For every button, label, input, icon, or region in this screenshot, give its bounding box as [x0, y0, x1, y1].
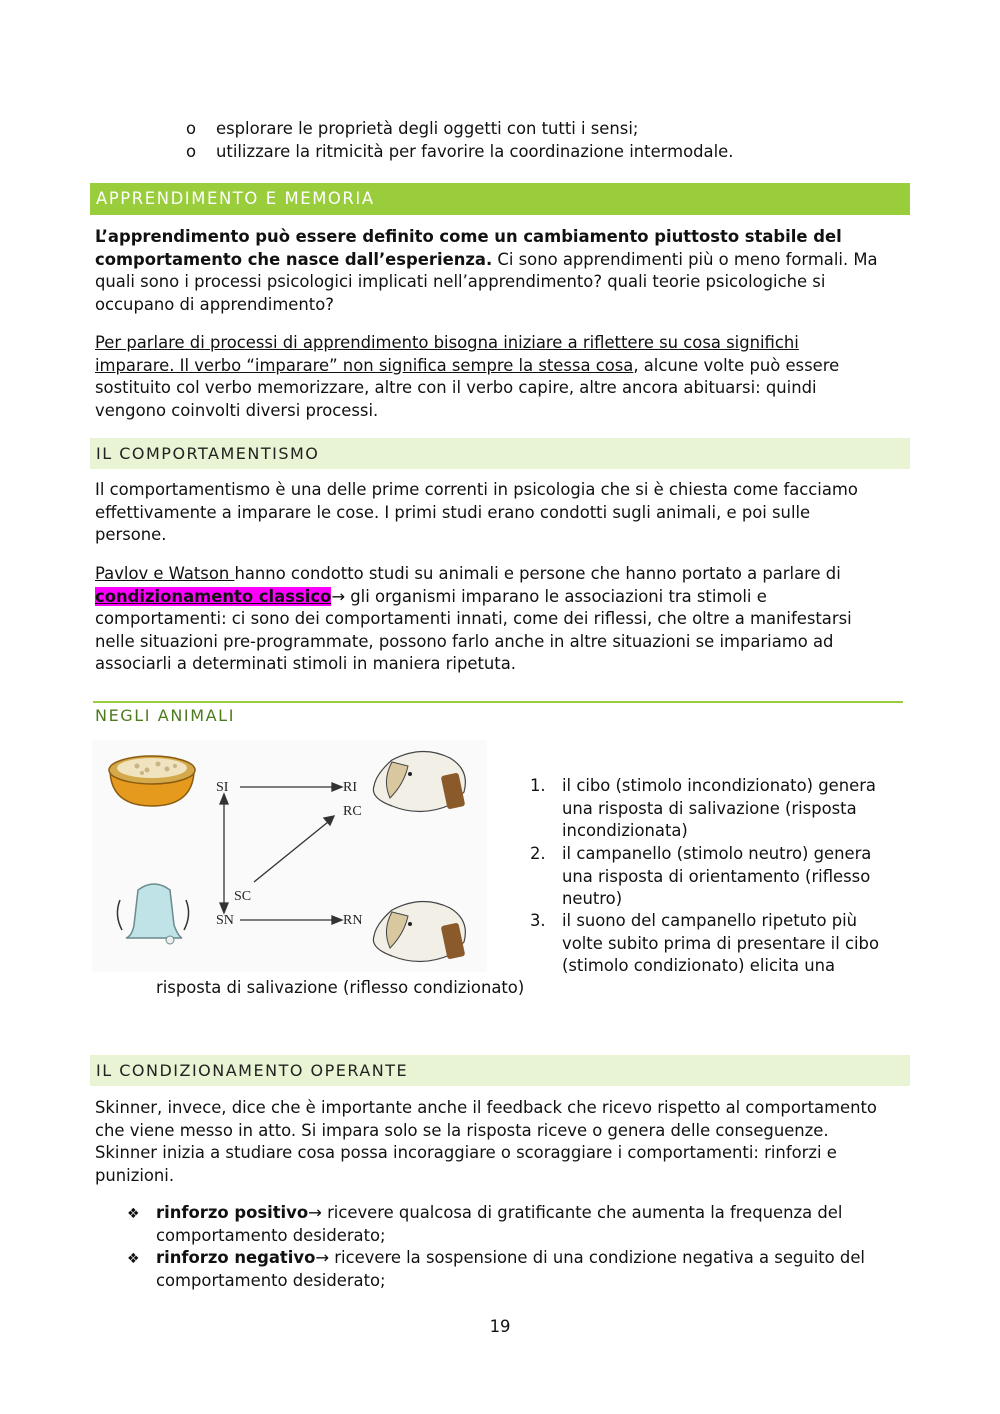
- label-rn: RN: [343, 913, 363, 928]
- paragraph-comportamentismo: [95, 479, 907, 547]
- label-ri: RI: [343, 780, 357, 795]
- bullet-item: utilizzare la ritmicità per favorire la coordinazione intermodale.: [216, 142, 734, 161]
- bold-text: L’apprendimento può essere definito come un cambiamento piuttosto stabile del: [95, 227, 842, 246]
- list-number: 1.: [530, 776, 546, 795]
- text-line: una risposta di salivazione (risposta: [562, 798, 857, 818]
- diamond-bullet-icon: ❖: [127, 1251, 140, 1267]
- text-line: il campanello (stimolo neutro) genera: [562, 844, 872, 863]
- text: Ci sono apprendimenti più o meno formali. Ma: [492, 249, 878, 269]
- text-line: comportamento desiderato;: [156, 1270, 386, 1290]
- label-si: SI: [216, 780, 229, 795]
- text-line: effettivamente a imparare le cose. I primi studi erano condotti sugli animali, e poi sulle: [95, 502, 811, 522]
- text-line: che viene messo in atto. Si impara solo se la risposta riceve o genera delle conseguenze.: [95, 1120, 829, 1140]
- text: → ricevere qualcosa di gratificante che aumenta la frequenza del: [308, 1203, 843, 1222]
- section-heading-comportamentismo: IL COMPORTAMENTISMO: [90, 438, 910, 469]
- text-line: punizioni.: [95, 1165, 175, 1185]
- food-bowl-icon: [109, 756, 195, 806]
- text-line: Il comportamentismo è una delle prime correnti in psicologia che si è chiesta come facciamo: [95, 480, 858, 499]
- bullet-item: esplorare le proprietà degli oggetti con tutti i sensi;: [216, 119, 639, 138]
- paragraph-definizione: [95, 226, 907, 316]
- label-sn: SN: [216, 913, 234, 928]
- paragraph-pavlov: [95, 563, 907, 676]
- list-item-rinforzo-positivo: [156, 1202, 906, 1247]
- page-number: 19: [489, 1317, 511, 1336]
- text: → gli organismi imparano le associazioni tra stimoli e: [331, 586, 767, 606]
- list-number: 3.: [530, 911, 546, 930]
- text-line: Skinner, invece, dice che è importante anche il feedback che ricevo rispetto al comportamento: [95, 1098, 877, 1117]
- list-item: [562, 775, 907, 843]
- text-line: nelle situazioni pre-programmate, possono farlo anche in altre situazioni se impariamo ad: [95, 631, 834, 651]
- text-line: comportamento desiderato;: [156, 1225, 386, 1245]
- text-line: quali sono i processi psicologici implicati nell’apprendimento? quali teorie psicologiche si: [95, 272, 826, 291]
- text-line: il suono del campanello ripetuto più: [562, 911, 858, 930]
- text-line: (stimolo condizionato) elicita una: [562, 956, 836, 975]
- list-item-rinforzo-negativo: [156, 1247, 906, 1292]
- list-number: 2.: [530, 844, 546, 863]
- text-line: associarli a determinati stimoli in maniera ripetuta.: [95, 654, 516, 673]
- text: , alcune volte può essere: [633, 355, 840, 375]
- text-line: il cibo (stimolo incondizionato) genera: [562, 776, 876, 795]
- section-heading-apprendimento: APPRENDIMENTO E MEMORIA: [90, 183, 910, 215]
- text-line: sostituito col verbo memorizzare, altre con il verbo capire, altre ancora abituarsi: quindi: [95, 378, 817, 397]
- text-line: persone.: [95, 525, 167, 544]
- text-line: incondizionata): [562, 821, 688, 840]
- section-heading-operante: IL CONDIZIONAMENTO OPERANTE: [90, 1055, 910, 1086]
- text: hanno condotto studi su animali e persone che hanno portato a parlare di: [234, 564, 841, 583]
- paragraph-skinner: [95, 1097, 907, 1187]
- text-line: Skinner inizia a studiare cosa possa incoraggiare o scoraggiare i comportamenti: rinforzi e: [95, 1143, 837, 1162]
- paragraph-imparare: [95, 332, 907, 422]
- label-sc: SC: [234, 889, 252, 904]
- text-line: una risposta di orientamento (riflesso: [562, 866, 871, 886]
- bold-text: rinforzo negativo: [156, 1248, 316, 1267]
- list-item: [562, 910, 907, 978]
- text: → ricevere la sospensione di una condizione negativa a seguito del: [315, 1248, 865, 1267]
- section-heading-animali: NEGLI ANIMALI: [95, 706, 236, 725]
- list-item: [562, 843, 907, 911]
- bold-text: rinforzo positivo: [156, 1203, 309, 1222]
- underlined-text: Per parlare di processi di apprendimento bisogna iniziare a riflettere su cosa significhi: [95, 333, 799, 352]
- text-line: vengono coinvolti diversi processi.: [95, 400, 379, 420]
- bold-text: comportamento che nasce dall’esperienza.: [95, 249, 493, 269]
- text-line: neutro): [562, 889, 623, 908]
- text-line: occupano di apprendimento?: [95, 294, 334, 314]
- heading-rule: [93, 701, 903, 703]
- underlined-text: Pavlov e Watson: [95, 564, 235, 583]
- list-continuation: risposta di salivazione (riflesso condizionato): [156, 978, 525, 997]
- highlighted-text: condizionamento classico: [95, 586, 332, 606]
- label-rc: RC: [343, 804, 362, 819]
- pavlov-diagram: [92, 740, 487, 972]
- text-line: comportamenti: ci sono dei comportamenti innati, come dei riflessi, che oltre a manifestarsi: [95, 609, 852, 628]
- bullet-marker: o: [186, 142, 197, 161]
- text-line: volte subito prima di presentare il cibo: [562, 933, 879, 953]
- diamond-bullet-icon: ❖: [127, 1206, 140, 1222]
- underlined-text: imparare. Il verbo “imparare” non significa sempre la stessa cosa: [95, 355, 634, 375]
- bullet-marker: o: [186, 119, 197, 138]
